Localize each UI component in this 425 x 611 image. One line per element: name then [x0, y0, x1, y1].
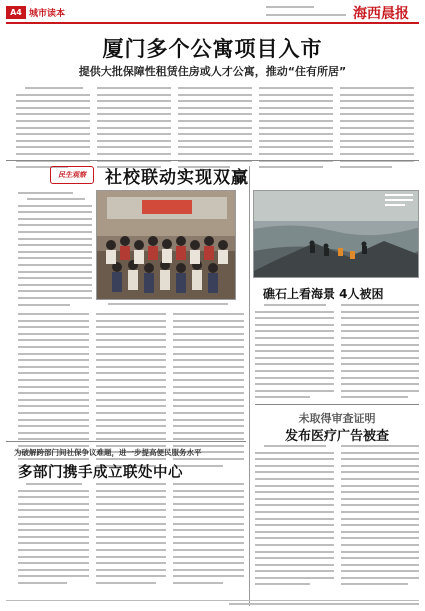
ad-story-kicker: 未取得审查证明: [298, 412, 376, 425]
column-logo: 民生观察: [50, 166, 94, 184]
school-story-headline: 社校联动实现双赢: [105, 168, 249, 188]
page-number-tag: A4: [6, 6, 26, 19]
photo1-caption-placeholder: [94, 301, 242, 305]
editor-credits-placeholder: [266, 14, 346, 16]
section-divider: [255, 404, 419, 405]
header-rule: [6, 22, 419, 24]
main-headline: 厦门多个公寓项目入市: [102, 37, 323, 61]
photo2-caption-placeholder: [385, 194, 417, 209]
column-divider: [249, 166, 250, 606]
section-divider: [6, 160, 419, 161]
story2-intro: [18, 198, 92, 310]
ad-story-headline: 发布医疗广告被查: [284, 429, 389, 444]
story4-body: [255, 445, 419, 590]
joint-center-headline: 多部门携手成立联处中心: [18, 465, 183, 481]
story5-column: [18, 483, 89, 589]
section-divider: [6, 441, 246, 442]
footer-rule: [6, 600, 419, 601]
story4-column: [341, 445, 420, 590]
section-name: 城市读本: [29, 9, 66, 19]
story3-body: [255, 304, 419, 403]
newspaper-brand: 海西晨报: [353, 6, 409, 22]
footer-text-placeholder: [6, 602, 419, 605]
story4-column: [255, 445, 334, 590]
story5-body: [18, 483, 244, 589]
joint-center-kicker: 为破解跨部门间社保争议难题，进一步提高便民服务水平: [14, 448, 202, 457]
story2-byline-placeholder: [18, 192, 73, 194]
story5-column: [173, 483, 244, 589]
issue-date-placeholder: [266, 6, 314, 8]
story5-column: [96, 483, 167, 589]
story3-column: [341, 304, 420, 403]
main-subheadline: 提供大批保障性租赁住房或人才公寓，推动“住有所居”: [78, 65, 347, 78]
story3-column: [255, 304, 334, 403]
reef-story-headline: 礁石上看海景 4人被困: [263, 287, 384, 301]
students-group-photo: [96, 190, 236, 300]
